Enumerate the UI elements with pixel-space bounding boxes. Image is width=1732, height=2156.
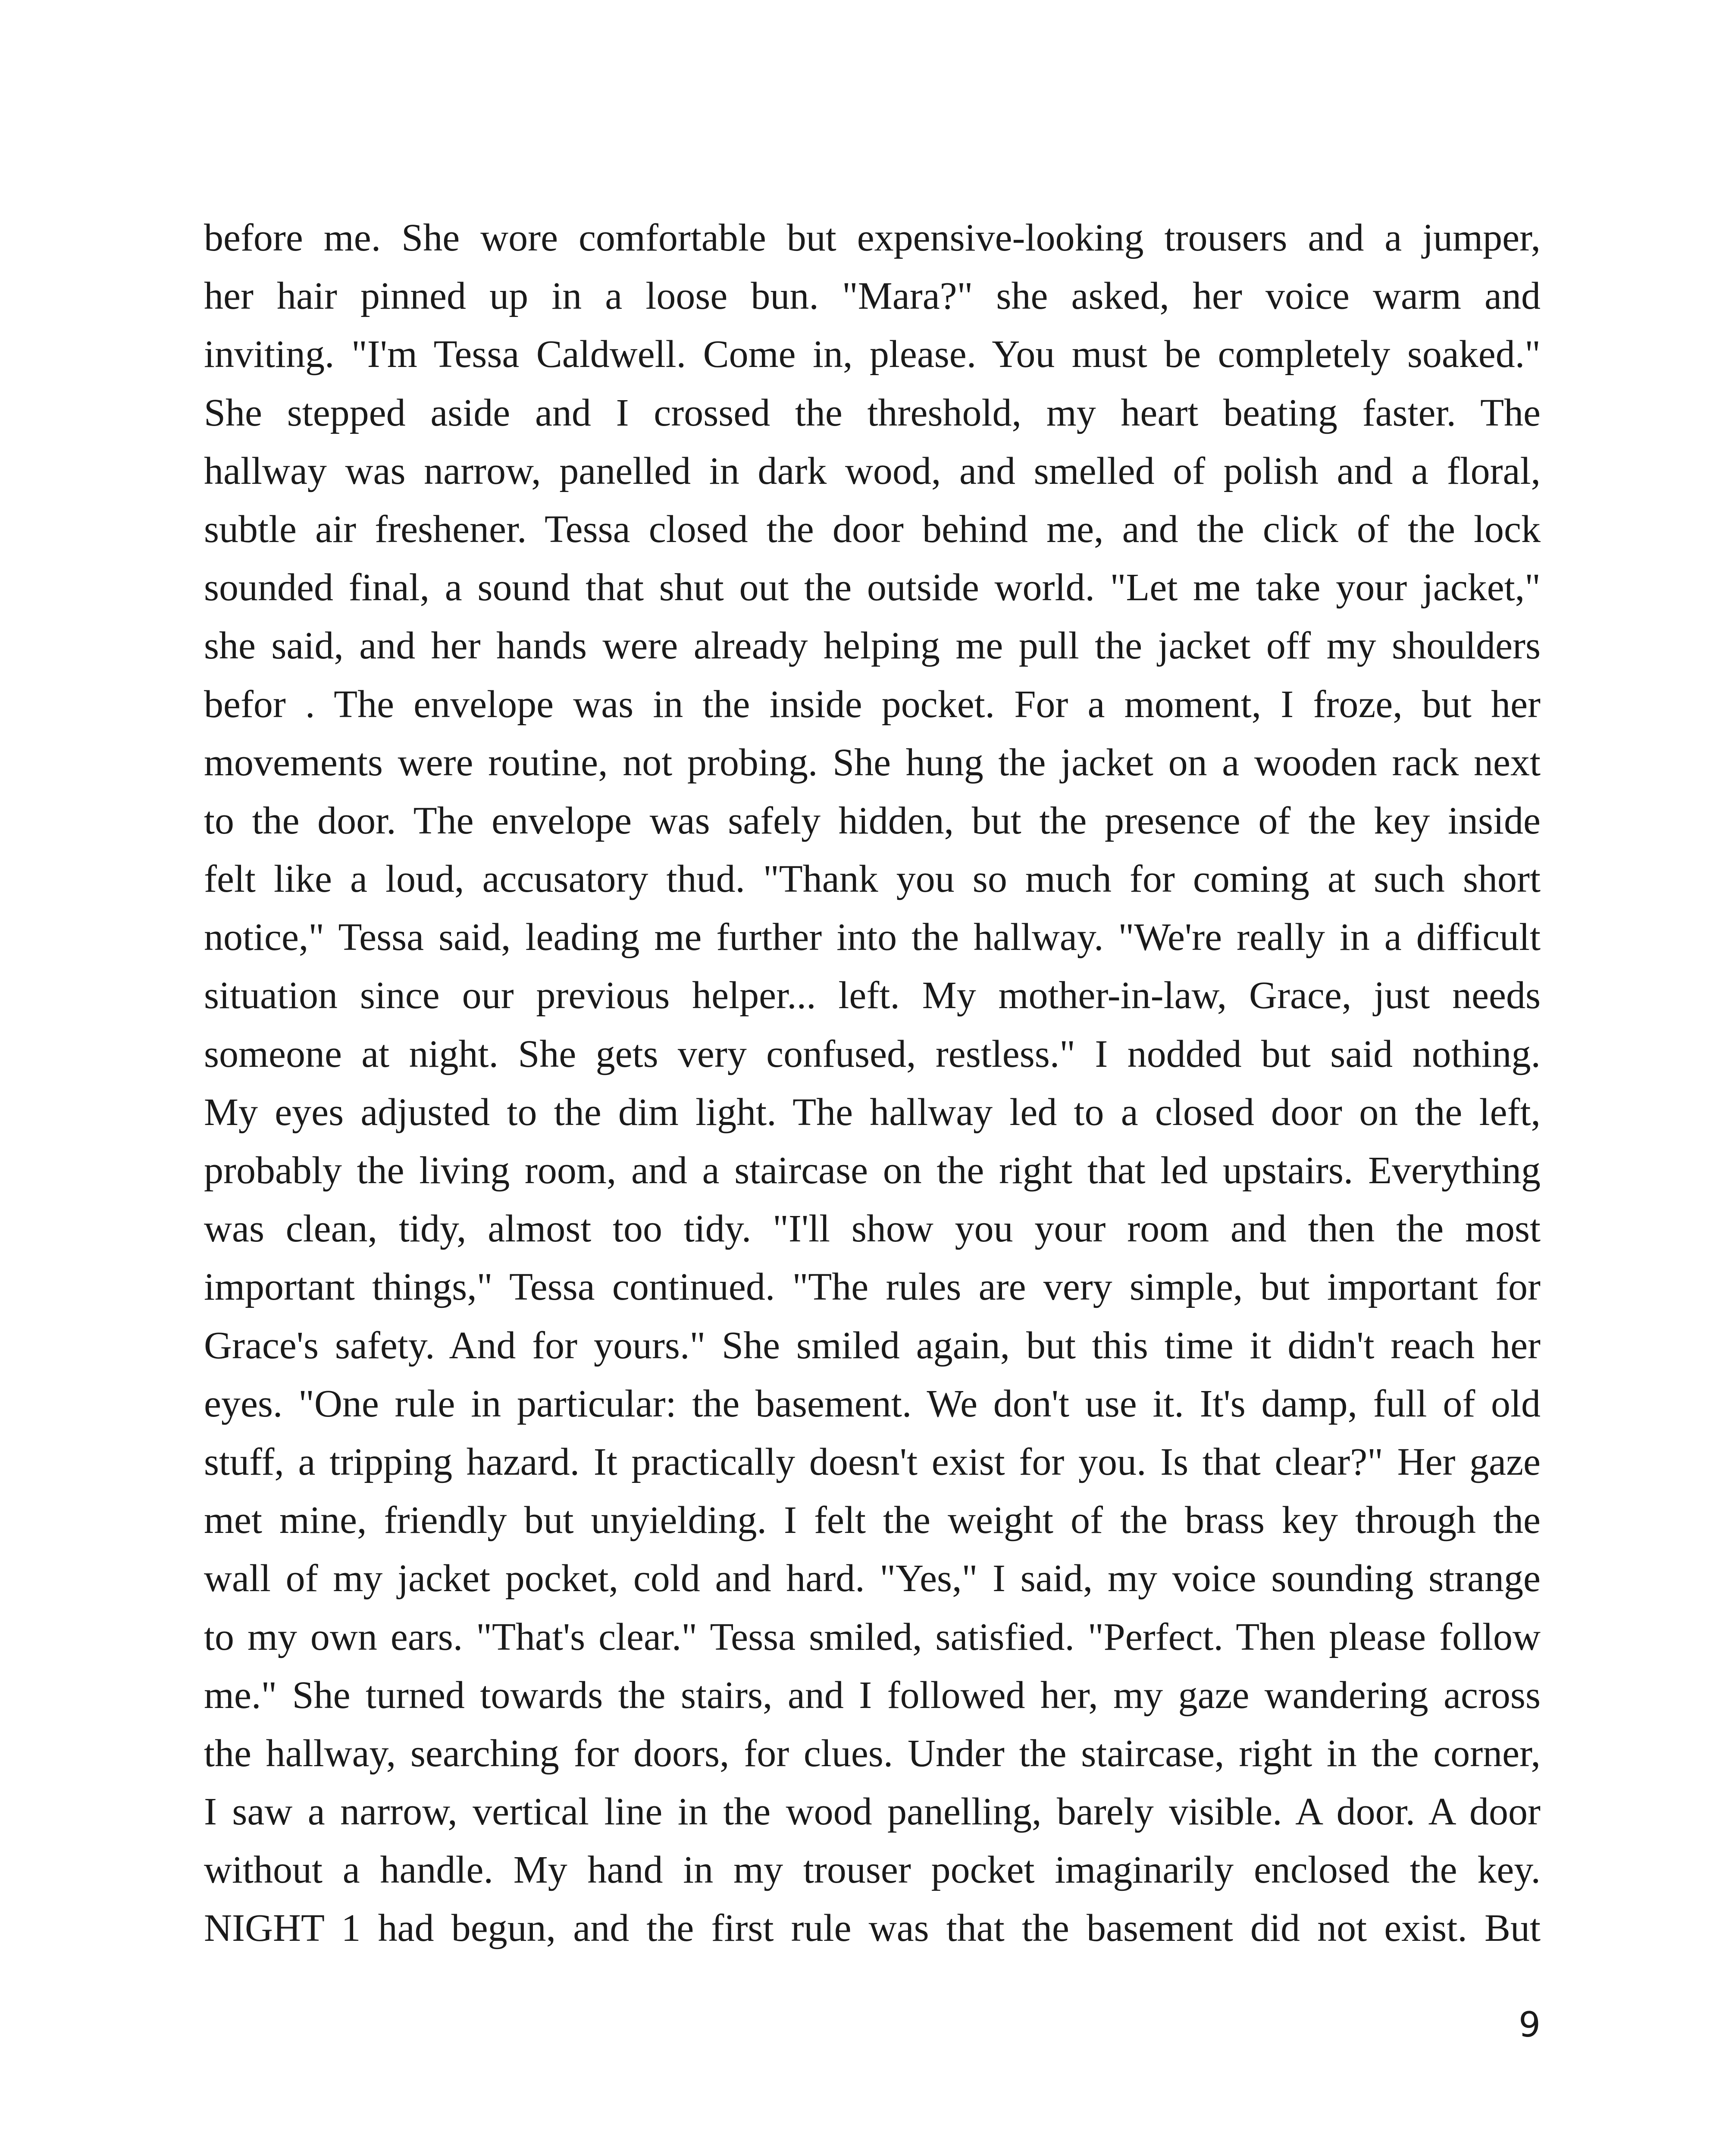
text-line: wall of my jacket pocket, cold and hard. "Yes," I said, my voice sounding strange bbox=[204, 1557, 1541, 1600]
text-line: befor . The envelope was in the inside pocket. For a moment, I froze, but her bbox=[204, 683, 1541, 726]
text-line: hallway was narrow, panelled in dark wood, and smelled of polish and a floral, bbox=[204, 449, 1541, 492]
text-line: she said, and her hands were already helping me pull the jacket off my shoulders bbox=[204, 624, 1541, 667]
text-line: was clean, tidy, almost too tidy. "I'll show you your room and then the most bbox=[204, 1207, 1541, 1250]
text-line: met mine, friendly but unyielding. I felt the weight of the brass key through the bbox=[204, 1499, 1541, 1542]
text-line: Grace's safety. And for yours." She smiled again, but this time it didn't reach her bbox=[204, 1324, 1541, 1367]
text-line: her hair pinned up in a loose bun. "Mara?" she asked, her voice warm and bbox=[204, 275, 1541, 318]
text-line: without a handle. My hand in my trouser pocket imaginarily enclosed the key. bbox=[204, 1849, 1541, 1892]
text-line: the hallway, searching for doors, for clues. Under the staircase, right in the corner, bbox=[204, 1732, 1541, 1775]
text-line: notice," Tessa said, leading me further into the hallway. "We're really in a difficult bbox=[204, 916, 1541, 959]
text-line: I saw a narrow, vertical line in the wood panelling, barely visible. A door. A door bbox=[204, 1790, 1541, 1833]
text-line: inviting. "I'm Tessa Caldwell. Come in, please. You must be completely soaked." bbox=[204, 333, 1541, 376]
text-line: My eyes adjusted to the dim light. The hallway led to a closed door on the left, bbox=[204, 1091, 1541, 1134]
text-line: stuff, a tripping hazard. It practically doesn't exist for you. Is that clear?" Her gaze bbox=[204, 1440, 1541, 1483]
body-text bbox=[204, 209, 1541, 1958]
text-line: someone at night. She gets very confused, restless." I nodded but said nothing. bbox=[204, 1032, 1541, 1075]
text-line: probably the living room, and a staircase on the right that led upstairs. Everything bbox=[204, 1149, 1541, 1192]
text-line: to the door. The envelope was safely hidden, but the presence of the key inside bbox=[204, 799, 1541, 842]
text-line: eyes. "One rule in particular: the basement. We don't use it. It's damp, full of old bbox=[204, 1382, 1541, 1425]
text-line: subtle air freshener. Tessa closed the door behind me, and the click of the lock bbox=[204, 508, 1541, 551]
text-line: before me. She wore comfortable but expensive-looking trousers and a jumper, bbox=[204, 216, 1541, 259]
text-line: sounded final, a sound that shut out the outside world. "Let me take your jacket," bbox=[204, 566, 1541, 609]
text-line: NIGHT 1 had begun, and the first rule was that the basement did not exist. But bbox=[204, 1907, 1541, 1950]
text-line: situation since our previous helper... left. My mother-in-law, Grace, just needs bbox=[204, 974, 1541, 1017]
text-line: movements were routine, not probing. She hung the jacket on a wooden rack next bbox=[204, 741, 1541, 784]
text-line: to my own ears. "That's clear." Tessa smiled, satisfied. "Perfect. Then please follow bbox=[204, 1615, 1541, 1658]
text-line: important things," Tessa continued. "The rules are very simple, but important for bbox=[204, 1266, 1541, 1309]
page-number: 9 bbox=[1519, 2005, 1541, 2045]
text-line: felt like a loud, accusatory thud. "Thank you so much for coming at such short bbox=[204, 858, 1541, 901]
text-line: me." She turned towards the stairs, and I followed her, my gaze wandering across bbox=[204, 1673, 1541, 1717]
text-line: She stepped aside and I crossed the threshold, my heart beating faster. The bbox=[204, 391, 1541, 434]
